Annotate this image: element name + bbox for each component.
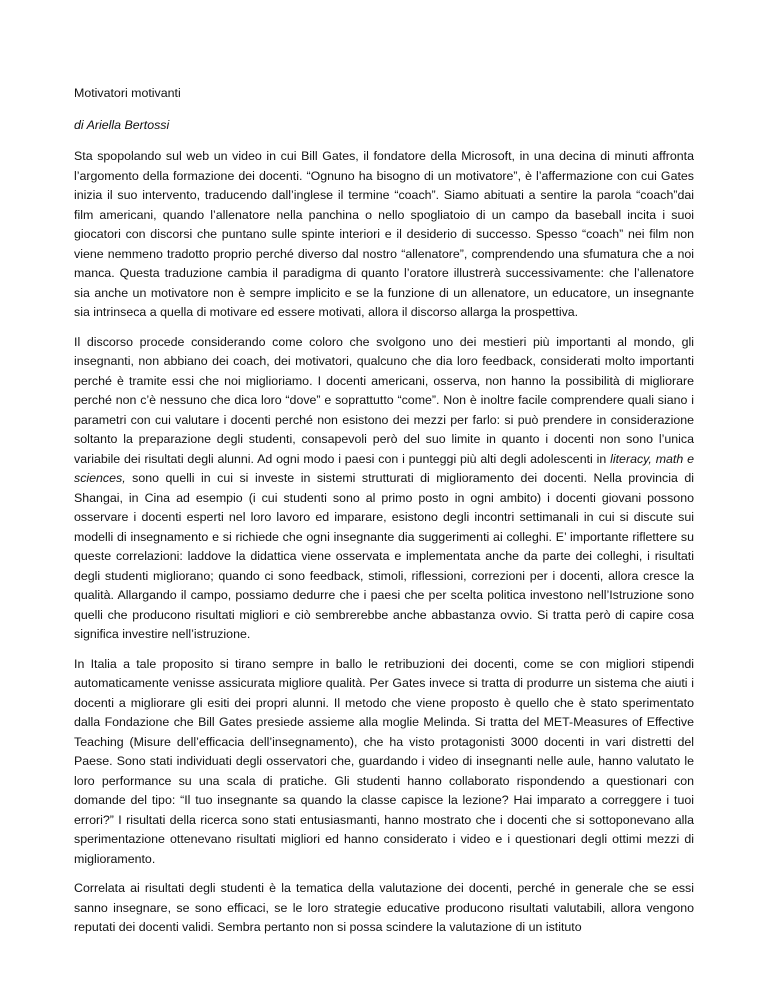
paragraph-3: In Italia a tale proposito si tirano sempre in ballo le retribuzioni dei docenti, come se con migliori stipendi automaticamente venisse assicurata migliore qualità. Per Gates invece si tratta di produrre un sistema che aiuti i docenti a migliorare gli esiti dei propri alunni. Il metodo che viene proposto è quello che è stato sperimentato dalla Fondazione che Bill Gates presiede assieme alla moglie Melinda. Si tratta del MET-Measures of Effective Teaching (Misure dell’efficacia dell’insegnamento), che ha visto protagonisti 3000 docenti in vari distretti del Paese. Sono stati individuati degli osservatori che, guardando i video di insegnanti nelle aule, hanno valutato le loro performance su una scala di pratiche. Gli studenti hanno collaborato rispondendo a questionari con domande del tipo: “Il tuo insegnante sa quando la classe capisce la lezione? Hai imparato a correggere i tuoi errori?” I risultati della ricerca sono stati entusiasmanti, hanno mostrato che i docenti che si sottoponevano alla sperimentazione ottenevano risultati migliori ed hanno considerato i video e i questionari degli ottimi mezzi di miglioramento. [74,656,694,866]
author-byline: di Ariella Bertossi [74,117,170,132]
paragraph-2-text-a: Il discorso procede considerando come coloro che svolgono uno dei mestieri più importanti al mondo, gli insegnanti, non abbiano dei coach, dei motivatori, qualcuno che dia loro feedback, considerati molto importanti perché è tramite essi che noi miglioriamo. I docenti americani, osserva, non hanno la possibilità di migliorare perché non c’è nessuno che dica loro “dove” e soprattutto “come”. Non è inoltre facile comprendere quali siano i parametri con cui valutare i docenti perché non esistono dei mezzi per farlo: si può prendere in considerazione soltanto la preparazione degli studenti, consapevoli però del suo limite in quanto i docenti non sono l’unica variabile dei risultati degli alunni. Ad ogni modo i paesi con i punteggi più alti degli adolescenti in [74,334,694,466]
document-page [74,84,694,948]
paragraph-1: Sta spopolando sul web un video in cui Bill Gates, il fondatore della Microsoft, in una decina di minuti affronta l’argomento della formazione dei docenti. “Ognuno ha bisogno di un motivatore”, è l’affermazione con cui Gates inizia il suo intervento, traducendo dall’inglese il termine “coach”. Siamo abituati a sentire la parola “coach”dai film americani, quando l’allenatore nella panchina o nello spogliatoio di un campo da baseball incita i suoi giocatori con discorsi che puntano sulle spinte interiori e il desiderio di successo. Spesso “coach” nei film non viene nemmeno tradotto proprio perché diverso dal nostro “allenatore”, comprendendo una sfumatura che a noi manca. Questa traduzione cambia il paradigma di quanto l’oratore illustrerà successivamente: che l’allenatore sia anche un motivatore non è sempre implicito e se la funzione di un allenatore, un educatore, un insegnante sia intrinseca a quella di motivare ed essere motivati, allora il discorso allarga la prospettiva. [74,149,694,319]
paragraph-2 [74,333,694,645]
paragraph-2-text-b: sono quelli in cui si investe in sistemi strutturati di miglioramento dei docenti. Nella provincia di Shangai, in Cina ad esempio (i cui studenti sono al primo posto in ogni ambito) i docenti giovani possono osservare i docenti esperti nel loro lavoro ed imparare, esistono degli incontri settimanali in cui si discute sui modelli di insegnamento e si richiede che ogni insegnante dia suggerimenti ai colleghi. E’ importante riflettere su queste correlazioni: laddove la didattica viene osservata e implementata anche da parte dei colleghi, i risultati degli studenti migliorano; quando ci sono feedback, stimoli, riflessioni, correzioni per i docenti, allora cresce la qualità. Allargando il campo, possiamo dedurre che i paesi che per scelta politica investono nell’Istruzione sono quelli che producono risultati migliori e ciò sembrerebbe anche abbastanza ovvio. Si tratta però di capire cosa significa investire nell’istruzione. [74,471,694,641]
document-title: Motivatori motivanti [74,86,181,100]
paragraph-2-emphasis: literacy, math e sciences, [74,451,694,485]
paragraph-4: Correlata ai risultati degli studenti è la tematica della valutazione dei docenti, perché in generale che se essi sanno insegnare, se sono efficaci, se le loro strategie educative producono risultati valutabili, allora vengono reputati dei docenti validi. Sembra pertanto non si possa scindere la valutazione di un istituto [74,881,694,934]
